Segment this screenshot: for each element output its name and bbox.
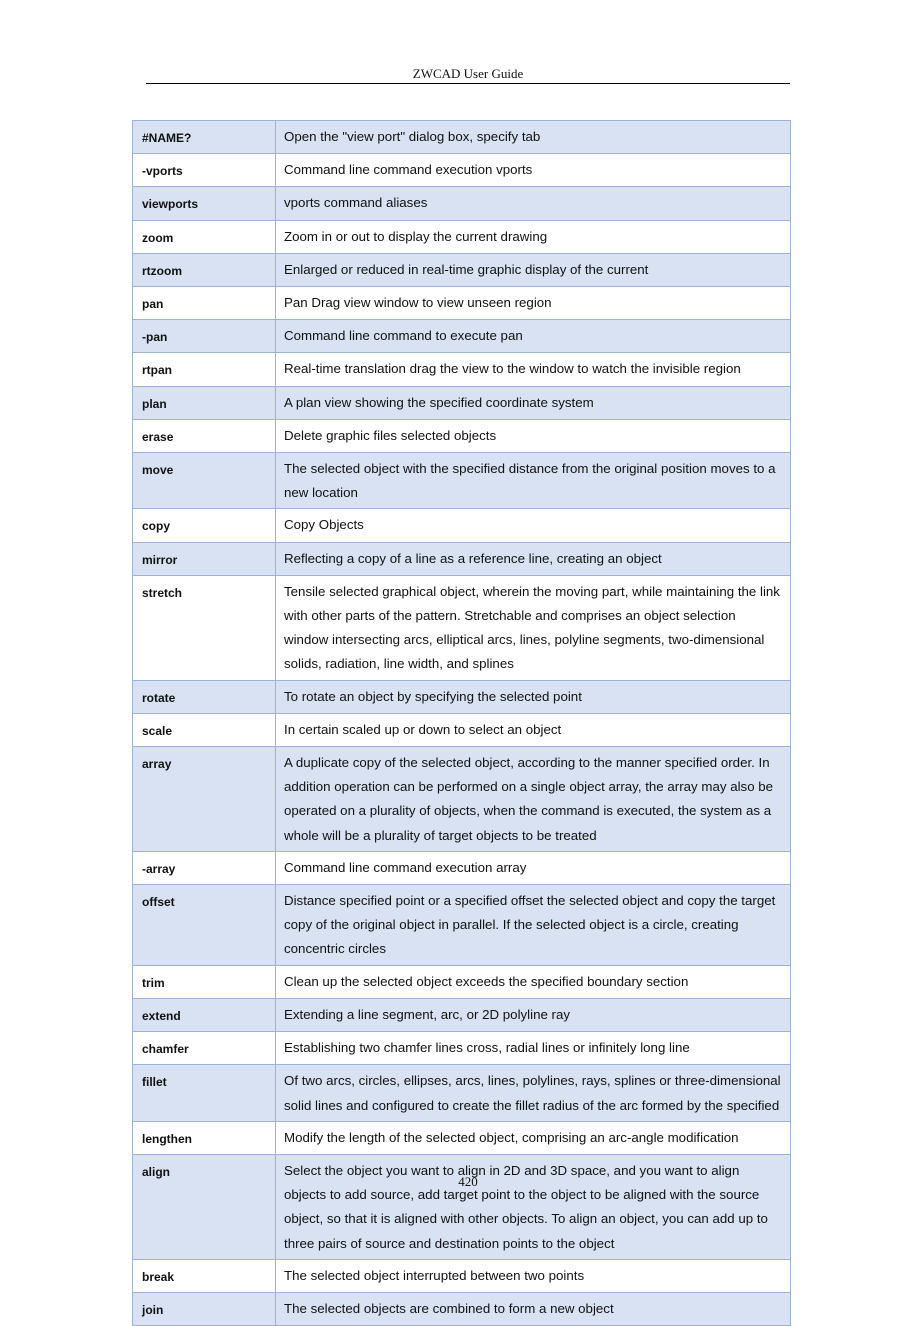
description-cell: A duplicate copy of the selected object, according to the manner specified order. In addition operation can be performed on a single object array, the array may also be operated on a plurality of objects, when the command is executed, the system as a whole will be a plurality of target objects to be treated — [276, 747, 791, 852]
description-cell: Command line command execution vports — [276, 154, 791, 187]
table-row — [133, 353, 791, 386]
description-cell: Command line command to execute pan — [276, 320, 791, 353]
page-header — [146, 64, 790, 84]
command-cell: rtpan — [133, 353, 276, 386]
command-cell: viewports — [133, 187, 276, 220]
command-cell: fillet — [133, 1065, 276, 1121]
description-cell: Tensile selected graphical object, wherein the moving part, while maintaining the link with other parts of the pattern. Stretchable and comprises an object selection window intersecting arcs, elliptical arcs, lines, polyline segments, two-dimensional solids, radiation, line width, and splines — [276, 575, 791, 680]
table-row — [133, 965, 791, 998]
command-cell: -vports — [133, 154, 276, 187]
table-row — [133, 747, 791, 852]
command-table — [132, 120, 791, 1326]
table-row — [133, 320, 791, 353]
table-row — [133, 1032, 791, 1065]
description-cell: Of two arcs, circles, ellipses, arcs, lines, polylines, rays, splines or three-dimensional solid lines and configured to create the fillet radius of the arc formed by the specified — [276, 1065, 791, 1121]
description-cell: Open the "view port" dialog box, specify tab — [276, 121, 791, 154]
table-row — [133, 220, 791, 253]
description-cell: Select the object you want to align in 2D and 3D space, and you want to align objects to add source, add target point to the object to be aligned with the source object, so that it is aligned with other objects. To align an object, you can add up to three pairs of source and destination points to the object — [276, 1154, 791, 1259]
description-cell: To rotate an object by specifying the selected point — [276, 680, 791, 713]
command-cell: stretch — [133, 575, 276, 680]
table-row — [133, 187, 791, 220]
table-row — [133, 253, 791, 286]
table-row — [133, 885, 791, 966]
description-cell: The selected object interrupted between two points — [276, 1259, 791, 1292]
description-cell: Modify the length of the selected object, comprising an arc-angle modification — [276, 1121, 791, 1154]
command-cell: lengthen — [133, 1121, 276, 1154]
table-row — [133, 287, 791, 320]
page-number: 420 — [458, 1174, 478, 1189]
table-row — [133, 998, 791, 1031]
table-row — [133, 419, 791, 452]
table-row — [133, 713, 791, 746]
command-cell: trim — [133, 965, 276, 998]
table-row — [133, 1121, 791, 1154]
command-cell: plan — [133, 386, 276, 419]
description-cell: vports command aliases — [276, 187, 791, 220]
table-row — [133, 1154, 791, 1259]
command-cell: rotate — [133, 680, 276, 713]
table-row — [133, 1065, 791, 1121]
command-cell: -array — [133, 851, 276, 884]
table-row — [133, 851, 791, 884]
command-cell: align — [133, 1154, 276, 1259]
description-cell: Pan Drag view window to view unseen region — [276, 287, 791, 320]
description-cell: A plan view showing the specified coordinate system — [276, 386, 791, 419]
description-cell: Copy Objects — [276, 509, 791, 542]
command-cell: extend — [133, 998, 276, 1031]
command-cell: pan — [133, 287, 276, 320]
command-cell: break — [133, 1259, 276, 1292]
command-cell: copy — [133, 509, 276, 542]
command-cell: chamfer — [133, 1032, 276, 1065]
description-cell: Extending a line segment, arc, or 2D polyline ray — [276, 998, 791, 1031]
description-cell: Enlarged or reduced in real-time graphic display of the current — [276, 253, 791, 286]
table-row — [133, 154, 791, 187]
command-cell: scale — [133, 713, 276, 746]
description-cell: Establishing two chamfer lines cross, radial lines or infinitely long line — [276, 1032, 791, 1065]
description-cell: Delete graphic files selected objects — [276, 419, 791, 452]
command-cell: #NAME? — [133, 121, 276, 154]
header-title: ZWCAD User Guide — [412, 66, 524, 81]
command-table-body — [133, 121, 791, 1326]
table-row — [133, 1259, 791, 1292]
command-cell: zoom — [133, 220, 276, 253]
command-cell: rtzoom — [133, 253, 276, 286]
table-row — [133, 509, 791, 542]
command-cell: array — [133, 747, 276, 852]
description-cell: In certain scaled up or down to select an object — [276, 713, 791, 746]
description-cell: Zoom in or out to display the current drawing — [276, 220, 791, 253]
description-cell: Clean up the selected object exceeds the specified boundary section — [276, 965, 791, 998]
command-cell: erase — [133, 419, 276, 452]
table-row — [133, 680, 791, 713]
command-cell: move — [133, 453, 276, 509]
command-cell: -pan — [133, 320, 276, 353]
description-cell: The selected object with the specified distance from the original position moves to a new location — [276, 453, 791, 509]
table-row — [133, 575, 791, 680]
table-row — [133, 386, 791, 419]
description-cell: Real-time translation drag the view to the window to watch the invisible region — [276, 353, 791, 386]
table-row — [133, 121, 791, 154]
command-cell: join — [133, 1292, 276, 1325]
table-row — [133, 453, 791, 509]
description-cell: Distance specified point or a specified offset the selected object and copy the target copy of the original object in parallel. If the selected object is a circle, creating concentric circles — [276, 885, 791, 966]
table-row — [133, 542, 791, 575]
command-cell: offset — [133, 885, 276, 966]
command-cell: mirror — [133, 542, 276, 575]
description-cell: Command line command execution array — [276, 851, 791, 884]
table-row — [133, 1292, 791, 1325]
description-cell: Reflecting a copy of a line as a reference line, creating an object — [276, 542, 791, 575]
description-cell: The selected objects are combined to form a new object — [276, 1292, 791, 1325]
